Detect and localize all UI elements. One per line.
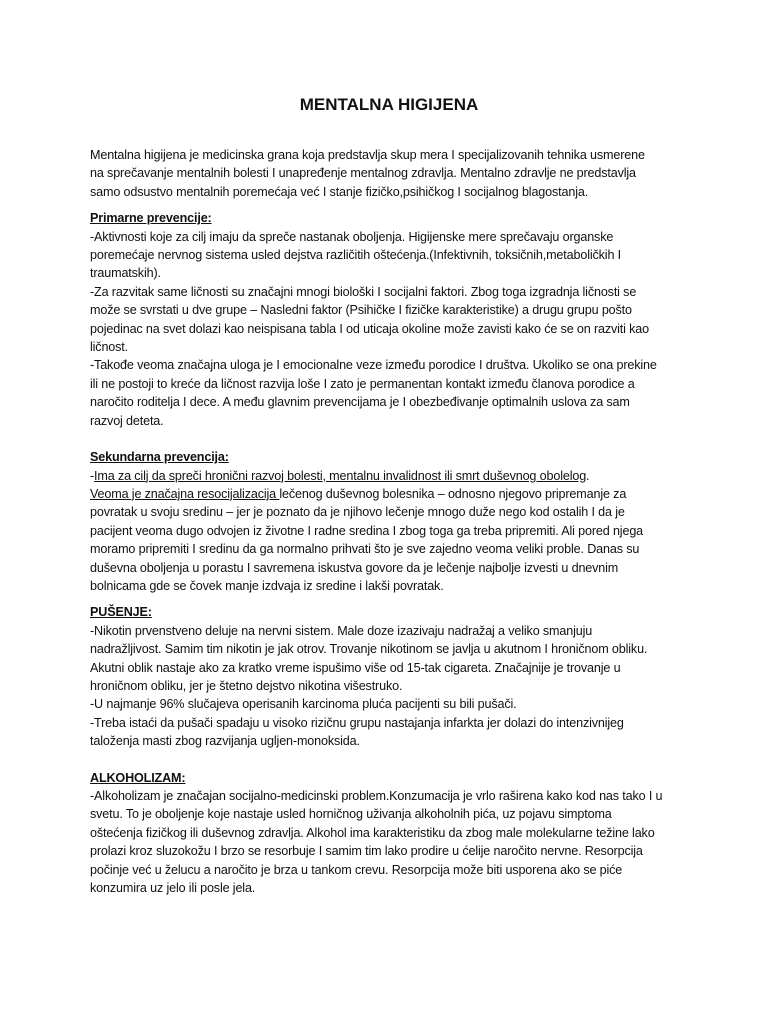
pusenje-line: -U najmanje 96% slučajeva operisanih karcinoma pluća pacijenti su bili pušači. [90, 697, 517, 712]
primarne-line: naročito roditelja I dece. A među glavnim prevencijama je I obezbeđivanje optimalnih uslova za sam [90, 395, 630, 410]
primarne-line: ličnost. [90, 340, 128, 355]
sekundarna-line [90, 467, 688, 485]
section-heading-primarne: Primarne prevencije: [90, 211, 212, 226]
sekundarna-line: duševna oboljenja u porastu I savremena iskustva govore da je lečenje najbolje izvesti u dnevnim [90, 560, 619, 575]
intro-line: samo odsustvo mentalnih poremećaja već I stanje fizičko,psihičkog I socijalnog blagostanja. [90, 184, 589, 199]
section-heading-pusenje: PUŠENJE: [90, 605, 152, 620]
alkoholizam-line: konzumira uz jelo ili posle jela. [90, 881, 256, 896]
intro-paragraph [90, 146, 688, 201]
primarne-line: -Za razvitak same ličnosti su značajni mnogi biološki I socijalni faktori. Zbog toga izgradnja ličnosti se [90, 284, 637, 299]
primarne-line: -Takođe veoma značajna uloga je I emocionalne veze između porodice I društva. Ukoliko se ona prekine [90, 358, 657, 373]
primarne-line: ili ne postoji to kreće da ličnost razvija loše I zato je permanentan kontakt između članova porodice a [90, 376, 635, 391]
pusenje-line: -Nikotin prvenstveno deluje na nervni sistem. Male doze izazivaju nadražaj a veliko smanjuju [90, 623, 593, 638]
alkoholizam-line: oštećenja fizičkog ili duševnog zdravlja. Alkohol ima karakteristiku da zbog male molekularne težine lako [90, 825, 655, 840]
sekundarna-dash: - [90, 468, 95, 483]
pusenje-line: hroničnom obliku, jer je štetno dejstvo nikotina višestruko. [90, 678, 403, 693]
sekundarna-line: povratak u svoju sredinu – jer je poznato da je njihovo lečenje mnogo duže nego kod ostalih I da je [90, 505, 625, 520]
primarne-line: može se svrstati u dve grupe – Nasledni faktor (Psihičke I fizičke karakteristike) a drugu grupu pošto [90, 303, 632, 318]
sekundarna-underlined-text: Ima za cilj da spreči hronični razvoj bolesti, mentalnu invalidnost ili smrt duševnog obolelog [94, 468, 587, 483]
alkoholizam-line: prolazi kroz sluzokožu I brzo se resorbuje I samim tim lako prodire u ćelije naročito nervne. Resorpcija [90, 844, 643, 859]
section-heading-sekundarna: Sekundarna prevencija: [90, 450, 229, 465]
section-heading-alkoholizam: ALKOHOLIZAM: [90, 770, 186, 785]
sekundarna-text: lečenog duševnog bolesnika – odnosno njegovo pripremanje za [279, 486, 627, 501]
section-alkoholizam [90, 769, 688, 898]
section-primarne [90, 209, 688, 430]
pusenje-line: -Treba istaći da pušači spadaju u visoko rizičnu grupu nastajanja infarkta jer dolazi do intenzivnijeg [90, 715, 624, 730]
sekundarna-line: moramo pripremiti I sredinu da ga normalno prihvati što je sve zajedno veoma veliki proble. Danas su [90, 542, 640, 557]
alkoholizam-line: počinje već u želucu a naročito je brza u tankom crevu. Resorpcija može biti usporena ako se piće [90, 862, 623, 877]
sekundarna-underlined-text: Veoma je značajna resocijalizacija [90, 486, 280, 501]
document-page [90, 94, 688, 897]
primarne-line: pojedinac na svet dolazi kao neispisana tabla I od uticaja okoline može zavisti kako će se on razviti kao [90, 321, 649, 336]
section-sekundarna [90, 448, 688, 595]
sekundarna-period: . [586, 468, 590, 483]
pusenje-line: taloženja masti zbog razvijanja ugljen-monoksida. [90, 734, 360, 749]
primarne-line: -Aktivnosti koje za cilj imaju da spreče nastanak oboljenja. Higijenske mere sprečavaju organske [90, 229, 614, 244]
intro-line: na sprečavanje mentalnih bolesti I unapređenje mentalnog zdravlja. Mentalno zdravlje ne predstavlja [90, 166, 636, 181]
alkoholizam-line: -Alkoholizam je značajan socijalno-medicinski problem.Konzumacija je vrlo raširena kako kod nas tako I u [90, 789, 663, 803]
document-title: MENTALNA HIGIJENA [299, 95, 479, 114]
alkoholizam-line: svetu. To je oboljenje koje nastaje usled horničnog uživanja alkoholnih pića, uz pojavu simptoma [90, 807, 612, 822]
primarne-line: poremećaje nervnog sistema usled dejstva različitih oštećenja.(Infektivnih, toksičnih,metaboličkih I [90, 248, 621, 263]
pusenje-line: nadražljivost. Samim tim nikotin je jak otrov. Trovanje nikotinom se javlja u akutnom I hroničnom obliku. [90, 642, 648, 657]
intro-line: Mentalna higijena je medicinska grana koja predstavlja skup mera I specijalizovanih tehnika usmerene [90, 148, 645, 162]
sekundarna-line: pacijent veoma dugo odvojen iz životne I radne sredina I zbog toga ga treba pripremiti. Ali pored njega [90, 523, 644, 538]
pusenje-line: Akutni oblik nastaje ako za kratko vreme ispušimo više od 15-tak cigareta. Značajnije je trovanje u [90, 660, 621, 675]
section-pusenje [90, 603, 688, 750]
sekundarna-line [90, 485, 688, 503]
sekundarna-line: bolnicama gde se čovek manje izdvaja iz sredine i lakši povratak. [90, 578, 444, 593]
primarne-line: traumatskih). [90, 266, 161, 281]
primarne-line: razvoj deteta. [90, 413, 164, 428]
